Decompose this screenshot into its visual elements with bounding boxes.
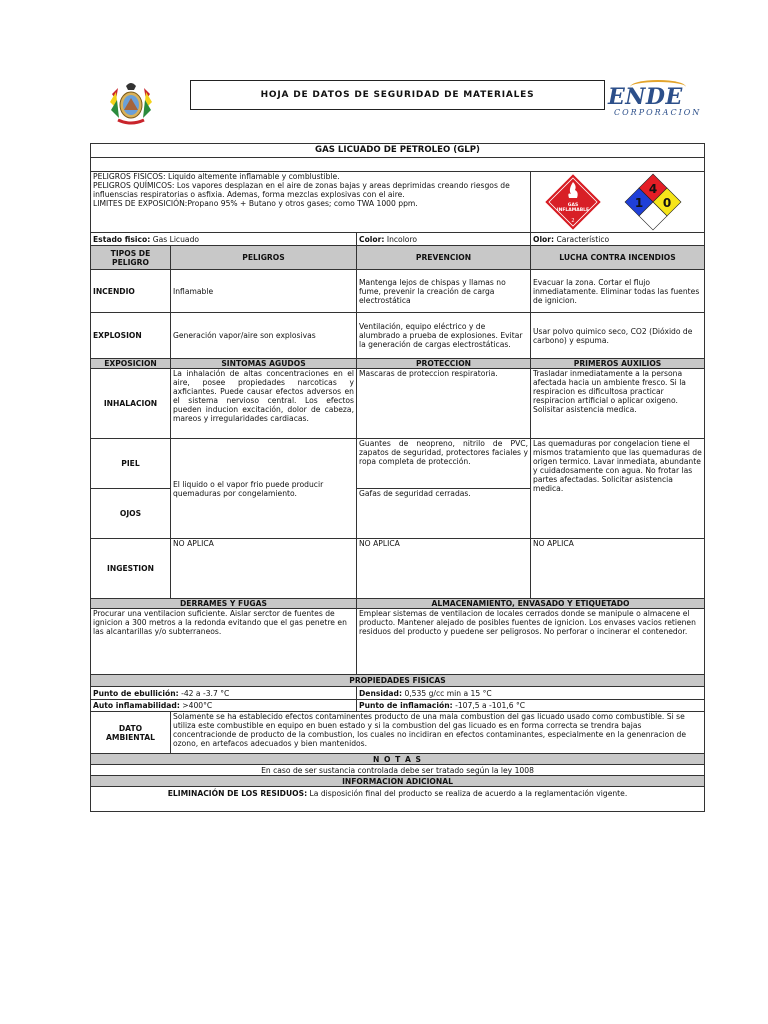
estado-cell: Estado fisico: Gas Licuado (91, 233, 357, 246)
color-cell: Color: Incoloro (357, 233, 531, 246)
nfpa-health: 1 (634, 196, 644, 210)
inhalacion-auxilios: Trasladar inmediatamente a la persona afectada hacia un ambiente fresco. Si la respiracion es dificultosa practicar respiracion artificial o aplicar oxigeno. Solisitar asistencia medica. (531, 369, 705, 439)
storage-header: ALMACENAMIENTO, ENVASADO Y ETIQUETADO (357, 599, 705, 609)
diamond-label-1: GAS (567, 203, 579, 208)
diamond-number: 2 (571, 218, 575, 224)
explosion-lucha: Usar polvo quimico seco, CO2 (Dióxido de carbono) y espuma. (531, 313, 705, 359)
ojos-proteccion: Gafas de seguridad cerradas. (357, 489, 531, 539)
explosion-prevencion: Ventilación, equipo eléctrico y de alumbrado a prueba de explosiones. Evitar la generación de cargas electrostáticas. (357, 313, 531, 359)
inhalacion-proteccion: Mascaras de proteccion respiratoria. (357, 369, 531, 439)
spills-header: DERRAMES Y FUGAS (91, 599, 357, 609)
incendio-lucha: Evacuar la zona. Cortar el flujo inmediatamente. Eliminar todas las fuentes de ignicion. (531, 270, 705, 313)
logo-arc-icon (630, 80, 686, 94)
incendio-peligros: Inflamable (171, 270, 357, 313)
physical-header: PROPIEDADES FISICAS (91, 675, 705, 687)
spills-text: Procurar una ventilacion suficiente. Aislar serctor de fuentes de ignicion a 300 metros a la redonda evitando que el gas penetre en las alcantarillas y/o subterraneos. (91, 609, 357, 675)
safety-data-table (90, 143, 705, 812)
bolivia-coat-of-arms-icon (108, 80, 154, 128)
ingestion-sintomas: NO APLICA (171, 539, 357, 599)
nfpa-fire: 4 (648, 182, 658, 196)
product-name: GAS LICUADO DE PETROLEO (GLP) (91, 144, 705, 158)
nfpa-reactivity: 0 (662, 196, 672, 210)
additional-text: ELIMINACIÓN DE LOS RESIDUOS: La disposición final del producto se realiza de acuerdo a la reglamentación vigente. (91, 787, 705, 812)
environment-text: Solamente se ha establecido efectos contaminentes producto de una mala combustion del gas licuado usado como combustible. Si se utiliza este combustible en equipo en buen estado y si la combustion del gas licuado es en forma correcta se trendra bajas concentracionde de producto de la combustion, los cuales no incidiran en efectos contaminantes, especialmente en la genenracion de ozono, en artefacos adecuados y bien mantenidos. (171, 712, 705, 754)
header-auxilios: PRIMEROS AUXILIOS (531, 359, 705, 369)
ende-logo (608, 84, 702, 126)
explosion-label: EXPLOSION (91, 313, 171, 359)
hazard-diamonds (533, 172, 703, 232)
piel-ojos-sintomas: El liquido o el vapor frio puede producir quemaduras por congelamiento. (171, 439, 357, 539)
document-title: HOJA DE DATOS DE SEGURIDAD DE MATERIALES (190, 80, 605, 110)
logo-sub-text: CORPORACION (614, 108, 702, 117)
incendio-prevencion: Mantenga lejos de chispas y llamas no fume, prevenir la creación de carga electrostática (357, 270, 531, 313)
inhalacion-label: INHALACION (91, 369, 171, 439)
diamond-label-2: INFLAMABLE (556, 208, 590, 213)
olor-cell: Olor: Característico (531, 233, 705, 246)
piel-ojos-auxilios: Las quemaduras por congelacion tiene el mismos tratamiento que las quemaduras de origen termico. Lavar inmediata, abundante y cuidadosamente con agua. No frotar las partes afectadas. Solicitar asistencia medica. (531, 439, 705, 539)
inflamacion-cell: Punto de inflamación: -107,5 a -101,6 °C (357, 700, 705, 712)
notes-header: N O T A S (91, 754, 705, 765)
header-prevencion: PREVENCION (357, 246, 531, 270)
blank-row (91, 158, 705, 172)
header-proteccion: PROTECCION (357, 359, 531, 369)
ebullicion-cell: Punto de ebullición: -42 a -3.7 °C (91, 687, 357, 700)
piel-proteccion: Guantes de neopreno, nitrilo de PVC, zapatos de seguridad, protectores faciales y ropa completa de protección. (357, 439, 531, 489)
header-sintomas: SINTOMAS AGUDOS (171, 359, 357, 369)
densidad-cell: Densidad: 0,535 g/cc min a 15 °C (357, 687, 705, 700)
logo-main-text: ENDE (608, 84, 683, 110)
additional-header: INFORMACION ADICIONAL (91, 776, 705, 787)
header-peligros: PELIGROS (171, 246, 357, 270)
nfpa-diamond-icon (625, 174, 681, 230)
ingestion-proteccion: NO APLICA (357, 539, 531, 599)
notes-text: En caso de ser sustancia controlada debe ser tratado según la ley 1008 (91, 765, 705, 776)
piel-label: PIEL (91, 439, 171, 489)
incendio-label: INCENDIO (91, 270, 171, 313)
ingestion-auxilios: NO APLICA (531, 539, 705, 599)
environment-label: DATO AMBIENTAL (91, 712, 171, 754)
hazards-text: PELIGROS FISICOS: Liquido altemente inflamable y comblustible. PELIGROS QUÍMICOS: Los vapores desplazan en el aire de zonas bajas y areas deprimidas creando riesgos de influenscias respiratorias o asfixia. Ademas, forma mezclas explosivas con el aire. LIMITES DE EXPOSICIÓN:Propano 95% + Butano y otros gases; como TWA 1000 ppm. (91, 172, 531, 233)
ingestion-label: INGESTION (91, 539, 171, 599)
ojos-label: OJOS (91, 489, 171, 539)
header-exposicion: EXPOSICION (91, 359, 171, 369)
hazard-signs (531, 172, 705, 233)
explosion-peligros: Generación vapor/aire son explosivas (171, 313, 357, 359)
autoinflam-cell: Auto inflamabilidad: >400°C (91, 700, 357, 712)
inhalacion-sintomas: La inhalación de altas concentraciones en el aire, posee propiedades narcoticas y axficiantes. Puede causar efectos adversos en el sistema nervioso central. Los efectos pueden inducion excitación, dolor de cabeza, mareos y irregularidades cardiacas. (171, 369, 357, 439)
flammable-gas-diamond-icon (545, 174, 601, 230)
header-tipos: TIPOS DE PELIGRO (91, 246, 171, 270)
storage-text: Emplear sistemas de ventilacion de locales cerrados donde se manipule o almacene el producto. Mantener alejado de posibles fuentes de ignicion. Los envases vacios retienen residuos del producto y puedene ser peligrosos. No perforar o incinerar el contenedor. (357, 609, 705, 675)
header-lucha: LUCHA CONTRA INCENDIOS (531, 246, 705, 270)
